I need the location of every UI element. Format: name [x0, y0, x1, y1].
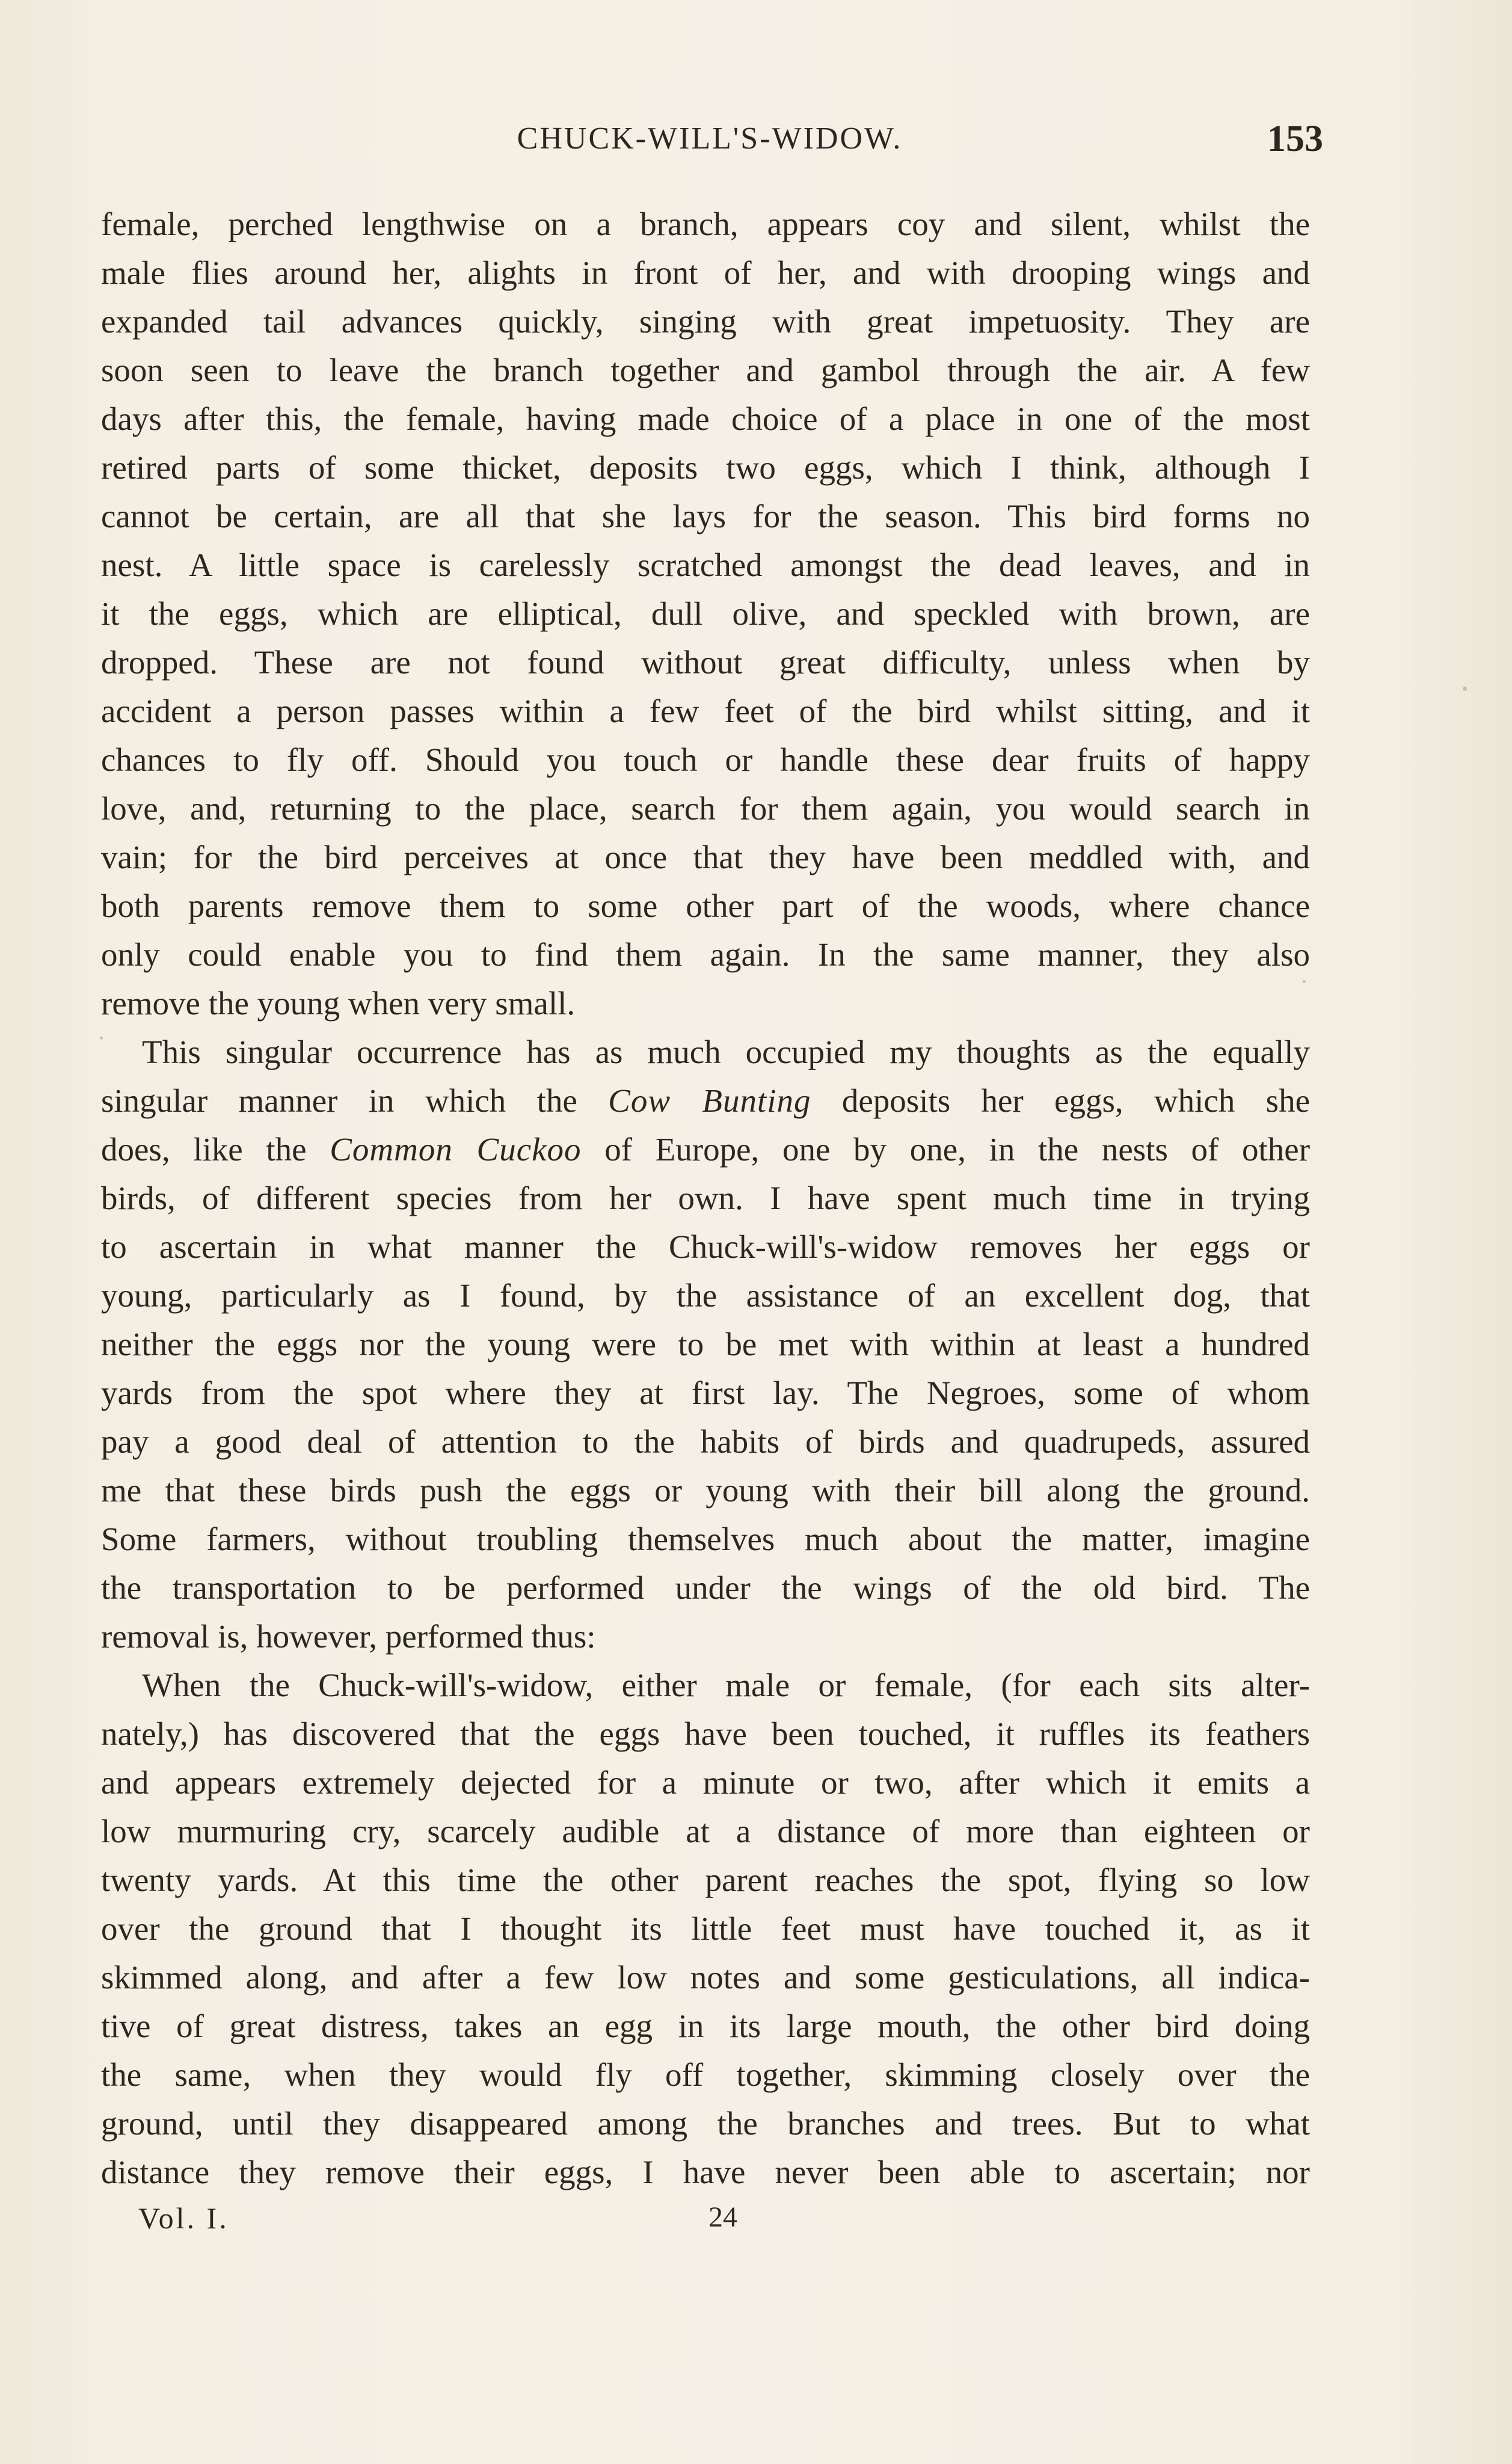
text-line: nately,) has discovered that the eggs have been touched, it ruffles its feathers	[101, 1715, 1310, 1752]
text-line: over the ground that I thought its little feet must have touched it, as it	[101, 1910, 1310, 1947]
text-line: pay a good deal of attention to the habits of birds and quadrupeds, assured	[101, 1423, 1310, 1460]
text-line	[101, 1125, 1310, 1174]
text-line: and appears extremely dejected for a minute or two, after which it emits a	[101, 1764, 1310, 1801]
signature-mark: 24	[708, 2201, 737, 2233]
paper-speck	[100, 1037, 103, 1040]
text-line: chances to fly off. Should you touch or handle these dear fruits of happy	[101, 741, 1310, 778]
text-line: accident a person passes within a few feet of the bird whilst sitting, and it	[101, 693, 1310, 729]
text-line: skimmed along, and after a few low notes and some gesticulations, all indica-	[101, 1959, 1310, 1996]
text-line: me that these birds push the eggs or young with their bill along the ground.	[101, 1472, 1310, 1509]
text-line	[101, 1076, 1310, 1125]
text-line: This singular occurrence has as much occupied my thoughts as the equally	[142, 1034, 1310, 1070]
text-line: remove the young when very small.	[101, 985, 576, 1022]
volume-label: Vol. I.	[138, 2201, 229, 2235]
text-line: low murmuring cry, scarcely audible at a distance of more than eighteen or	[101, 1813, 1310, 1850]
text-line: male flies around her, alights in front of her, and with drooping wings and	[101, 254, 1310, 291]
text-line: Some farmers, without troubling themselves much about the matter, imagine	[101, 1521, 1310, 1557]
text-line: twenty yards. At this time the other parent reaches the spot, flying so low	[101, 1862, 1310, 1898]
body-text	[101, 200, 1310, 2196]
text-line: the transportation to be performed under the wings of the old bird. The	[101, 1569, 1310, 1606]
text-line: female, perched lengthwise on a branch, appears coy and silent, whilst the	[101, 206, 1310, 242]
text-line: it the eggs, which are elliptical, dull olive, and speckled with brown, are	[101, 595, 1310, 632]
text-line: tive of great distress, takes an egg in its large mouth, the other bird doing	[101, 2008, 1310, 2044]
text-line: ground, until they disappeared among the branches and trees. But to what	[101, 2105, 1310, 2142]
paper-speck	[1463, 687, 1467, 691]
italic-species-name: Cow Bunting	[608, 1082, 811, 1119]
text-segment: does, like the	[101, 1131, 330, 1168]
text-line: birds, of different species from her own. I have spent much time in trying	[101, 1180, 1310, 1216]
text-line: both parents remove them to some other part of the woods, where chance	[101, 887, 1310, 924]
text-line: dropped. These are not found without great difficulty, unless when by	[101, 644, 1310, 681]
text-line: neither the eggs nor the young were to be met with within at least a hundred	[101, 1326, 1310, 1362]
text-line: distance they remove their eggs, I have never been able to ascertain; nor	[101, 2154, 1310, 2190]
text-line: nest. A little space is carelessly scratched amongst the dead leaves, and in	[101, 547, 1310, 583]
italic-species-name: Common Cuckoo	[330, 1131, 582, 1168]
text-line: retired parts of some thicket, deposits two eggs, which I think, although I	[101, 449, 1310, 486]
page-number: 153	[1267, 118, 1323, 159]
text-line: young, particularly as I found, by the assistance of an excellent dog, that	[101, 1277, 1310, 1314]
text-segment: singular manner in which the	[101, 1082, 609, 1119]
paper-speck	[1303, 980, 1306, 983]
text-line: love, and, returning to the place, search for them again, you would search in	[101, 790, 1310, 827]
text-line: vain; for the bird perceives at once that they have been meddled with, and	[101, 839, 1310, 875]
text-line: only could enable you to find them again. In the same manner, they also	[101, 936, 1310, 973]
text-line: the same, when they would fly off together, skimming closely over the	[101, 2056, 1310, 2093]
text-line: days after this, the female, having made choice of a place in one of the most	[101, 400, 1310, 437]
running-title: CHUCK-WILL'S-WIDOW.	[517, 121, 903, 156]
text-line: When the Chuck-will's-widow, either male or female, (for each sits alter-	[142, 1667, 1310, 1703]
text-segment: deposits her eggs, which she	[811, 1082, 1310, 1119]
text-line: expanded tail advances quickly, singing with great impetuosity. They are	[101, 303, 1310, 340]
text-line: yards from the spot where they at first lay. The Negroes, some of whom	[101, 1375, 1310, 1411]
text-line: removal is, however, performed thus:	[101, 1618, 596, 1655]
text-line: soon seen to leave the branch together and gambol through the air. A few	[101, 352, 1310, 388]
text-line: cannot be certain, are all that she lays for the season. This bird forms no	[101, 498, 1310, 535]
text-segment: of Europe, one by one, in the nests of other	[581, 1131, 1310, 1168]
text-line: to ascertain in what manner the Chuck-will's-widow removes her eggs or	[101, 1228, 1310, 1265]
